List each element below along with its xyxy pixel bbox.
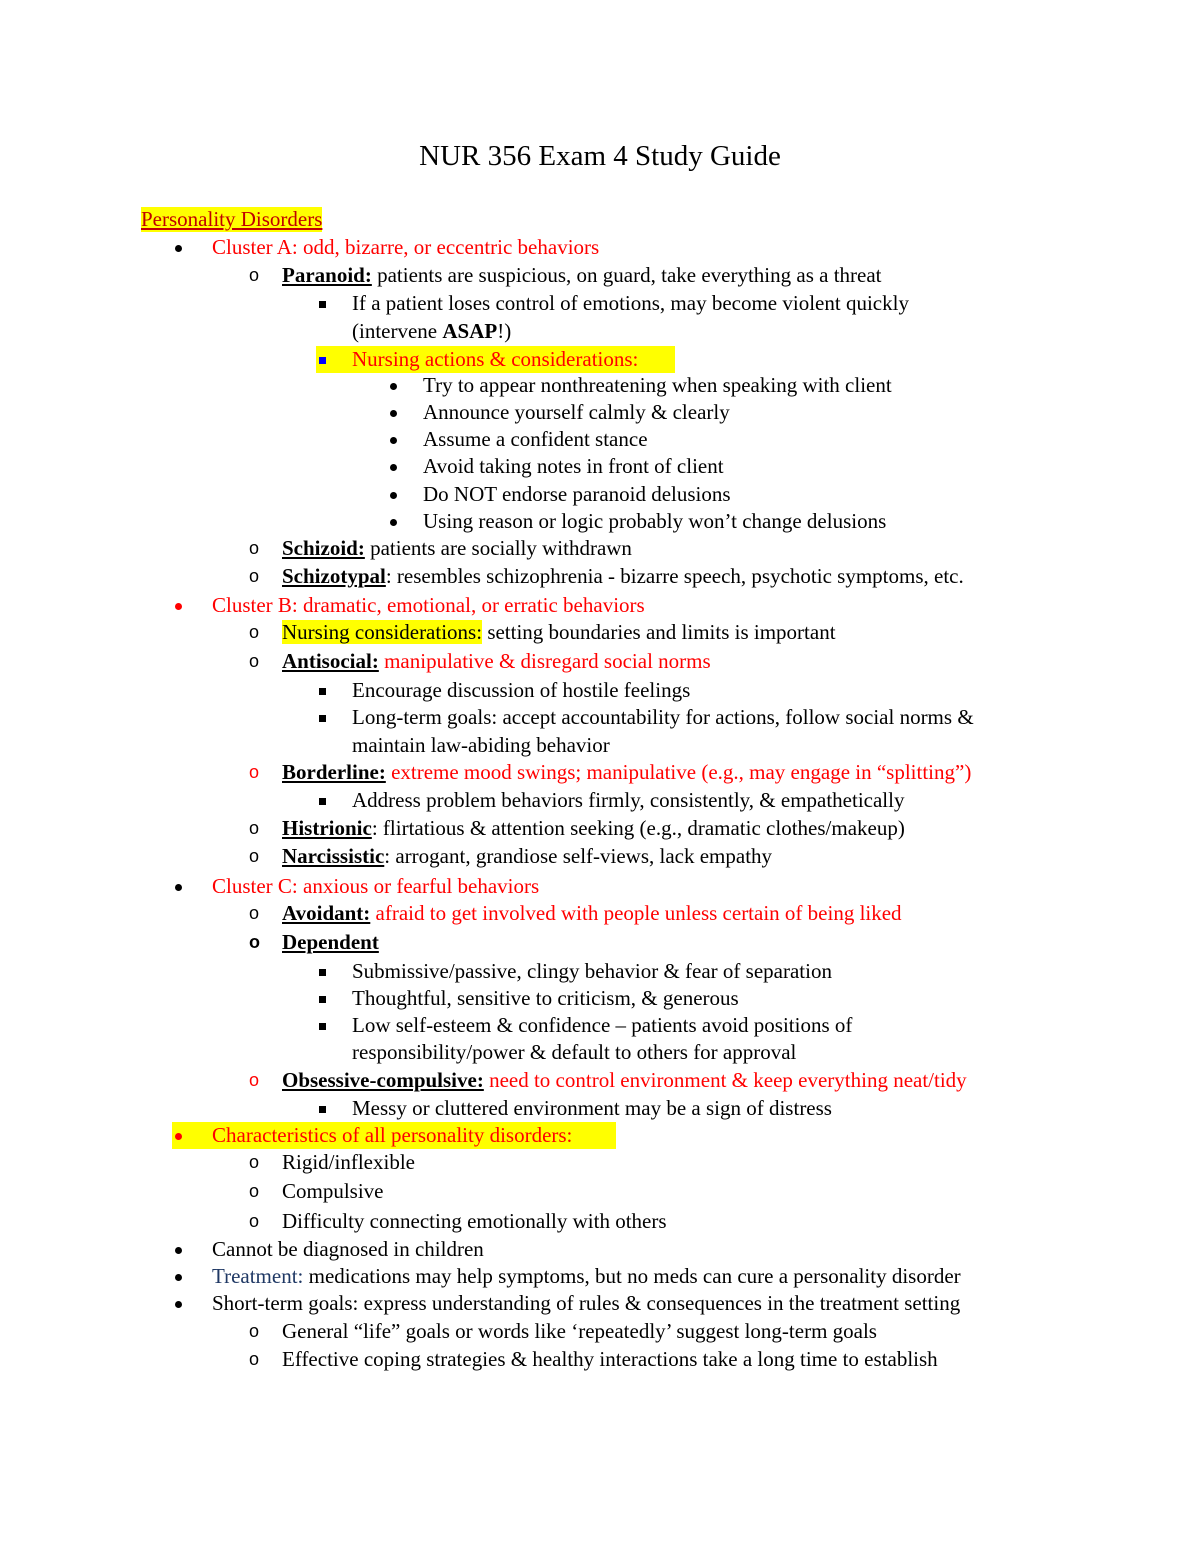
characteristic-text: Rigid/inflexible: [282, 1150, 415, 1174]
list-item: [390, 426, 990, 453]
action-text: Announce yourself calmly & clearly: [423, 400, 730, 424]
list-item: [319, 787, 999, 814]
antisocial-text: maintain law-abiding behavior: [352, 733, 610, 757]
ring-bullet-icon: o: [249, 566, 260, 586]
schizotypal-item: [249, 563, 1069, 590]
action-text: Assume a confident stance: [423, 427, 648, 451]
schizotypal-desc: : resembles schizophrenia - bizarre speech, psychotic symptoms, etc.: [385, 564, 964, 588]
borderline-term: Borderline:: [282, 760, 386, 784]
square-bullet-icon: [319, 715, 326, 722]
action-text: Do NOT endorse paranoid delusions: [423, 482, 731, 506]
bullet-icon: [390, 464, 397, 471]
square-bullet-icon: [319, 301, 326, 308]
bullet-icon: [175, 1247, 182, 1254]
square-bullet-icon: [319, 357, 326, 364]
avoidant-term: Avoidant:: [282, 901, 371, 925]
list-item: [249, 1178, 749, 1205]
paranoid-item: [249, 262, 969, 289]
ring-bullet-icon: o: [249, 1211, 260, 1231]
square-bullet-icon: [319, 969, 326, 976]
paranoid-desc: patients are suspicious, on guard, take everything as a threat: [371, 263, 882, 287]
square-bullet-icon: [319, 688, 326, 695]
narcissistic-desc: : arrogant, grandiose self-views, lack empathy: [384, 844, 773, 868]
list-item: [319, 1012, 999, 1039]
square-bullet-icon: [319, 996, 326, 1003]
nursing-actions-label: Nursing actions & considerations:: [352, 347, 639, 371]
nursing-considerations-desc: setting boundaries and limits is important: [482, 620, 836, 644]
ring-bullet-icon: o: [249, 846, 260, 866]
square-bullet-icon: [319, 1106, 326, 1113]
treatment-label: Treatment:: [212, 1264, 304, 1288]
ring-bullet-icon: o: [249, 932, 260, 952]
children-text: Cannot be diagnosed in children: [212, 1237, 484, 1261]
action-text: Try to appear nonthreatening when speaking with client: [423, 373, 892, 397]
histrionic-term: Histrionic: [282, 816, 372, 840]
narcissistic-item: [249, 843, 949, 870]
page-title: NUR 356 Exam 4 Study Guide: [419, 140, 781, 172]
dependent-item: [249, 929, 649, 956]
schizoid-item: [249, 535, 949, 562]
cluster-c-label: Cluster C: anxious or fearful behaviors: [212, 874, 540, 898]
bullet-icon: [175, 1301, 182, 1308]
dependent-text: Submissive/passive, clingy behavior & fear of separation: [352, 959, 832, 983]
treatment-item: [175, 1263, 1075, 1290]
ring-bullet-icon: o: [249, 762, 260, 782]
schizotypal-term: Schizotypal: [282, 564, 386, 588]
antisocial-text: Long-term goals: accept accountability for actions, follow social norms &: [352, 705, 974, 729]
ring-bullet-icon: o: [249, 1349, 260, 1369]
list-item: [249, 1346, 1049, 1373]
characteristic-text: Compulsive: [282, 1179, 384, 1203]
list-item: [249, 1208, 849, 1235]
shortterm-sub-text: Effective coping strategies & healthy interactions take a long time to establish: [282, 1347, 938, 1371]
cluster-a-label: Cluster A: odd, bizarre, or eccentric behaviors: [212, 235, 600, 259]
borderline-text: Address problem behaviors firmly, consistently, & empathetically: [352, 788, 905, 812]
bullet-icon: [175, 1133, 182, 1140]
avoidant-desc: afraid to get involved with people unless certain of being liked: [370, 901, 902, 925]
square-bullet-icon: [319, 1023, 326, 1030]
bullet-icon: [175, 1274, 182, 1281]
paranoid-violence-item: [319, 290, 999, 317]
narcissistic-term: Narcissistic: [282, 844, 385, 868]
borderline-item: [249, 759, 1069, 786]
paranoid-term: Paranoid:: [282, 263, 372, 287]
treatment-desc: medications may help symptoms, but no meds can cure a personality disorder: [303, 1264, 961, 1288]
bullet-icon: [390, 410, 397, 417]
nursing-considerations-label: Nursing considerations:: [282, 620, 483, 644]
list-item: [390, 399, 990, 426]
schizoid-term: Schizoid:: [282, 536, 365, 560]
cluster-b-label: Cluster B: dramatic, emotional, or erratic behaviors: [212, 593, 645, 617]
cluster-b-item: [175, 592, 875, 619]
shortterm-item: [175, 1290, 1075, 1317]
list-item: [319, 677, 999, 704]
dependent-text: responsibility/power & default to others for approval: [352, 1040, 797, 1064]
dependent-text: Thoughtful, sensitive to criticism, & generous: [352, 986, 739, 1010]
avoidant-item: [249, 900, 1009, 927]
list-item: [390, 372, 990, 399]
list-item-cont: [352, 732, 852, 759]
list-item: [319, 1095, 999, 1122]
histrionic-item: [249, 815, 1009, 842]
characteristics-label: Characteristics of all personality disorders:: [212, 1123, 573, 1147]
bullet-icon: [175, 245, 182, 252]
bullet-icon: [175, 603, 182, 610]
characteristic-text: Difficulty connecting emotionally with others: [282, 1209, 667, 1233]
violence-line-1: If a patient loses control of emotions, may become violent quickly: [352, 291, 909, 315]
action-text: Avoid taking notes in front of client: [423, 454, 724, 478]
antisocial-text: Encourage discussion of hostile feelings: [352, 678, 691, 702]
action-text: Using reason or logic probably won’t change delusions: [423, 509, 887, 533]
ring-bullet-icon: o: [249, 265, 260, 285]
ocd-desc: need to control environment & keep everything neat/tidy: [483, 1068, 967, 1092]
violence-pre: (intervene: [352, 319, 443, 343]
asap-text: ASAP: [442, 319, 498, 343]
dependent-text: Low self-esteem & confidence – patients avoid positions of: [352, 1013, 853, 1037]
cluster-a-item: [175, 234, 875, 261]
ocd-term: Obsessive-compulsive:: [282, 1068, 484, 1092]
shortterm-text: Short-term goals: express understanding of rules & consequences in the treatment setting: [212, 1291, 961, 1315]
bullet-icon: [390, 519, 397, 526]
shortterm-sub-text: General “life” goals or words like ‘repeatedly’ suggest long-term goals: [282, 1319, 877, 1343]
list-item: [390, 508, 990, 535]
ring-bullet-icon: o: [249, 903, 260, 923]
paranoid-violence-cont: [352, 318, 752, 345]
borderline-desc: extreme mood swings; manipulative (e.g., may engage in “splitting”): [385, 760, 972, 784]
ring-bullet-icon: o: [249, 1321, 260, 1341]
ring-bullet-icon: o: [249, 651, 260, 671]
ring-bullet-icon: o: [249, 1152, 260, 1172]
bullet-icon: [390, 437, 397, 444]
list-item: [319, 985, 999, 1012]
list-item: [249, 1318, 1009, 1345]
characteristics-item: [175, 1122, 675, 1149]
antisocial-desc: manipulative & disregard social norms: [378, 649, 711, 673]
list-item: [319, 958, 999, 985]
square-bullet-icon: [319, 798, 326, 805]
bullet-icon: [175, 884, 182, 891]
nursing-actions-item: [319, 346, 719, 373]
list-item: [319, 704, 1059, 731]
nursing-considerations-item: [249, 619, 949, 646]
list-item: [390, 481, 990, 508]
ring-bullet-icon: o: [249, 622, 260, 642]
ring-bullet-icon: o: [249, 1181, 260, 1201]
antisocial-item: [249, 648, 949, 675]
bullet-icon: [390, 492, 397, 499]
cluster-c-item: [175, 873, 875, 900]
ocd-item: [249, 1067, 1069, 1094]
ring-bullet-icon: o: [249, 1070, 260, 1090]
section-heading: Personality Disorders: [141, 207, 323, 231]
dependent-term: Dependent: [282, 930, 379, 954]
ring-bullet-icon: o: [249, 818, 260, 838]
list-item: [390, 453, 990, 480]
bullet-icon: [390, 383, 397, 390]
ring-bullet-icon: o: [249, 538, 260, 558]
list-item: [249, 1149, 749, 1176]
schizoid-desc: patients are socially withdrawn: [364, 536, 632, 560]
antisocial-term: Antisocial:: [282, 649, 379, 673]
list-item: [175, 1236, 675, 1263]
histrionic-desc: : flirtatious & attention seeking (e.g., dramatic clothes/makeup): [371, 816, 905, 840]
violence-post: !): [497, 319, 512, 343]
list-item-cont: [352, 1039, 952, 1066]
ocd-text: Messy or cluttered environment may be a sign of distress: [352, 1096, 832, 1120]
